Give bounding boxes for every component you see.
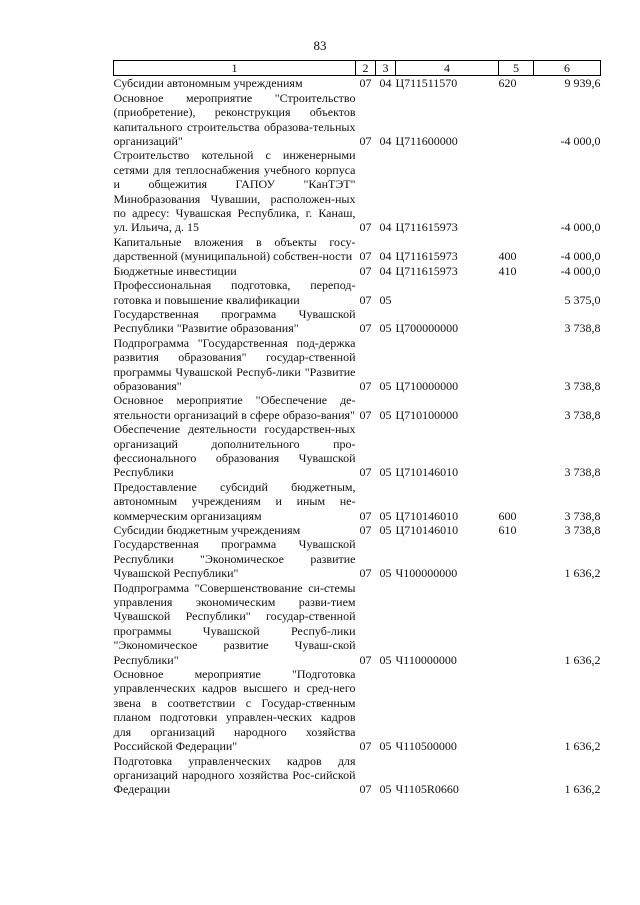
row-subsection: 04 <box>379 249 392 264</box>
row-name: Основное мероприятие "Подготовка управленческих кадров высшего и сред-него звена в соответствии с Государ-ственным планом подготовки управлен-ческих кадров для организаций народного хозяйства Российской Федерации" <box>113 667 356 754</box>
row-section: 07 <box>359 739 372 754</box>
col-header-4: 4 <box>396 61 499 76</box>
row-target-article: Ц711600000 <box>395 134 458 149</box>
row-name: Основное мероприятие "Обеспечение де-ятельности организаций в сфере образо-вания" <box>113 393 356 422</box>
table-row <box>114 307 601 336</box>
table-row <box>114 76 601 91</box>
row-amount: 3 738,8 <box>564 465 601 480</box>
row-amount: 3 738,8 <box>564 321 601 336</box>
row-amount: 3 738,8 <box>564 508 601 523</box>
col-header-3: 3 <box>376 61 396 76</box>
row-section: 07 <box>359 249 372 264</box>
table-row <box>114 480 601 523</box>
row-expense-type <box>499 148 534 234</box>
row-target-article: Ч1105R0660 <box>395 782 459 797</box>
row-section: 07 <box>359 263 372 278</box>
row-subsection: 05 <box>379 465 392 480</box>
row-amount: 3 738,8 <box>564 523 601 537</box>
table-row <box>114 581 601 667</box>
row-amount: 3 738,8 <box>564 407 601 422</box>
row-name: Субсидии автономным учреждениям <box>113 76 303 91</box>
row-target-article: Ц710100000 <box>395 407 459 422</box>
row-target-article: Ц710146010 <box>395 508 459 523</box>
row-name: Строительство котельной с инженерными сетями для теплоснабжения учебного корпуса и общежития ГАПОУ "КанТЭТ" Минобразования Чувашии, расположен-ных по адресу: Чувашская Республика, г. Канаш, ул. Ильича, д. 15 <box>113 148 356 235</box>
row-subsection: 04 <box>379 76 392 91</box>
row-expense-type: 620 <box>498 76 517 91</box>
table-row <box>114 667 601 753</box>
row-target-article: Ц711615973 <box>395 249 458 264</box>
row-expense-type: 400 <box>498 249 517 264</box>
table-row <box>114 235 601 264</box>
row-amount: 5 375,0 <box>564 292 601 307</box>
table-row <box>114 278 601 307</box>
row-target-article: Ц710146010 <box>395 465 459 480</box>
col-header-1: 1 <box>114 61 356 76</box>
row-expense-type <box>499 393 534 422</box>
row-subsection: 04 <box>379 220 392 235</box>
row-target-article: Ц700000000 <box>395 321 459 336</box>
row-target-article <box>396 278 499 307</box>
row-section: 07 <box>359 134 372 149</box>
row-target-article: Ч110500000 <box>395 739 457 754</box>
row-expense-type <box>499 537 534 580</box>
row-name: Бюджетные инвестиции <box>113 263 237 278</box>
table-row <box>114 754 601 797</box>
row-name: Государственная программа Чувашской Республики "Экономическое развитие Чувашской Республики" <box>113 537 356 581</box>
row-target-article: Ц711615973 <box>395 220 458 235</box>
row-expense-type <box>499 307 534 336</box>
row-target-article: Ц711511570 <box>395 76 458 91</box>
row-subsection: 05 <box>379 566 392 581</box>
row-expense-type <box>499 336 534 394</box>
table-row <box>114 393 601 422</box>
row-subsection: 05 <box>379 378 392 393</box>
row-name: Подпрограмма "Совершенствование си-стемы управления экономическим разви-тием Чувашской Республики" государ-ственной программы Чувашской Респуб-лики "Экономическое развитие Чуваш-ской Республики" <box>113 580 356 667</box>
header-row <box>114 61 601 76</box>
row-amount: -4 000,0 <box>560 220 601 235</box>
col-header-5: 5 <box>499 61 534 76</box>
row-section: 07 <box>359 566 372 581</box>
row-name: Подготовка управленческих кадров для организаций народного хозяйства Рос-сийской Федерации <box>113 753 356 797</box>
row-name: Предоставление субсидий бюджетным, автономным учреждениям и иным не-коммерческим организациям <box>113 479 356 523</box>
row-subsection: 05 <box>379 652 392 667</box>
row-name: Основное мероприятие "Строительство (приобретение), реконструкция объектов капитального строительства образова-тельных организаций" <box>113 90 356 149</box>
row-section: 07 <box>359 782 372 797</box>
row-name: Субсидии бюджетным учреждениям <box>113 523 301 537</box>
row-subsection: 04 <box>379 134 392 149</box>
row-expense-type: 610 <box>498 523 517 537</box>
row-expense-type <box>499 278 534 307</box>
row-expense-type <box>499 581 534 667</box>
row-name: Капитальные вложения в объекты госу-дарственной (муниципальной) собствен-ности <box>113 234 356 264</box>
table-row <box>114 336 601 394</box>
row-section: 07 <box>359 76 372 91</box>
row-section: 07 <box>359 292 372 307</box>
row-section: 07 <box>359 508 372 523</box>
row-name: Обеспечение деятельности государствен-ных организаций дополнительного про-фессионального образования Чувашской Республики <box>113 422 356 480</box>
row-amount: 1 636,2 <box>564 782 601 797</box>
row-subsection: 05 <box>379 782 392 797</box>
row-subsection: 05 <box>379 739 392 754</box>
row-amount: 1 636,2 <box>564 739 601 754</box>
table-row <box>114 148 601 234</box>
row-amount: -4 000,0 <box>560 134 601 149</box>
table-row <box>114 422 601 480</box>
table-row <box>114 264 601 278</box>
table-row <box>114 91 601 149</box>
row-target-article: Ч100000000 <box>395 566 458 581</box>
row-expense-type <box>499 754 534 797</box>
row-subsection: 05 <box>379 523 392 537</box>
row-expense-type: 410 <box>498 263 517 278</box>
row-section: 07 <box>359 407 372 422</box>
row-amount: -4 000,0 <box>560 249 601 264</box>
row-subsection: 05 <box>379 321 392 336</box>
col-header-6: 6 <box>534 61 601 76</box>
row-target-article: Ц710146010 <box>395 523 459 537</box>
col-header-2: 2 <box>356 61 376 76</box>
row-name: Подпрограмма "Государственная под-держка развития образования" государ-ственной программы Чувашской Респуб-лики "Развитие образования" <box>113 335 356 393</box>
row-target-article: Ц710000000 <box>395 378 459 393</box>
table-row <box>114 537 601 580</box>
row-expense-type: 600 <box>498 508 517 523</box>
row-subsection: 04 <box>379 263 392 278</box>
row-subsection: 05 <box>379 407 392 422</box>
row-expense-type <box>499 422 534 480</box>
row-subsection: 05 <box>379 292 392 307</box>
row-name: Государственная программа Чувашской Республики "Развитие образования" <box>113 306 356 336</box>
row-section: 07 <box>359 523 372 537</box>
page-number: 83 <box>313 38 327 53</box>
row-target-article: Ч110000000 <box>395 652 457 667</box>
row-subsection: 05 <box>379 508 392 523</box>
row-section: 07 <box>359 220 372 235</box>
row-target-article: Ц711615973 <box>395 263 458 278</box>
row-expense-type <box>499 667 534 753</box>
row-amount: -4 000,0 <box>560 263 601 278</box>
row-section: 07 <box>359 652 372 667</box>
row-name: Профессиональная подготовка, перепод-готовка и повышение квалификации <box>113 278 356 307</box>
row-expense-type <box>499 91 534 149</box>
table-row <box>114 523 601 537</box>
row-amount: 3 738,8 <box>564 378 601 393</box>
row-amount: 1 636,2 <box>564 566 601 581</box>
row-section: 07 <box>359 378 372 393</box>
row-amount: 1 636,2 <box>564 652 601 667</box>
budget-table <box>113 60 601 797</box>
row-section: 07 <box>359 321 372 336</box>
row-amount: 9 939,6 <box>564 76 601 91</box>
row-section: 07 <box>359 465 372 480</box>
